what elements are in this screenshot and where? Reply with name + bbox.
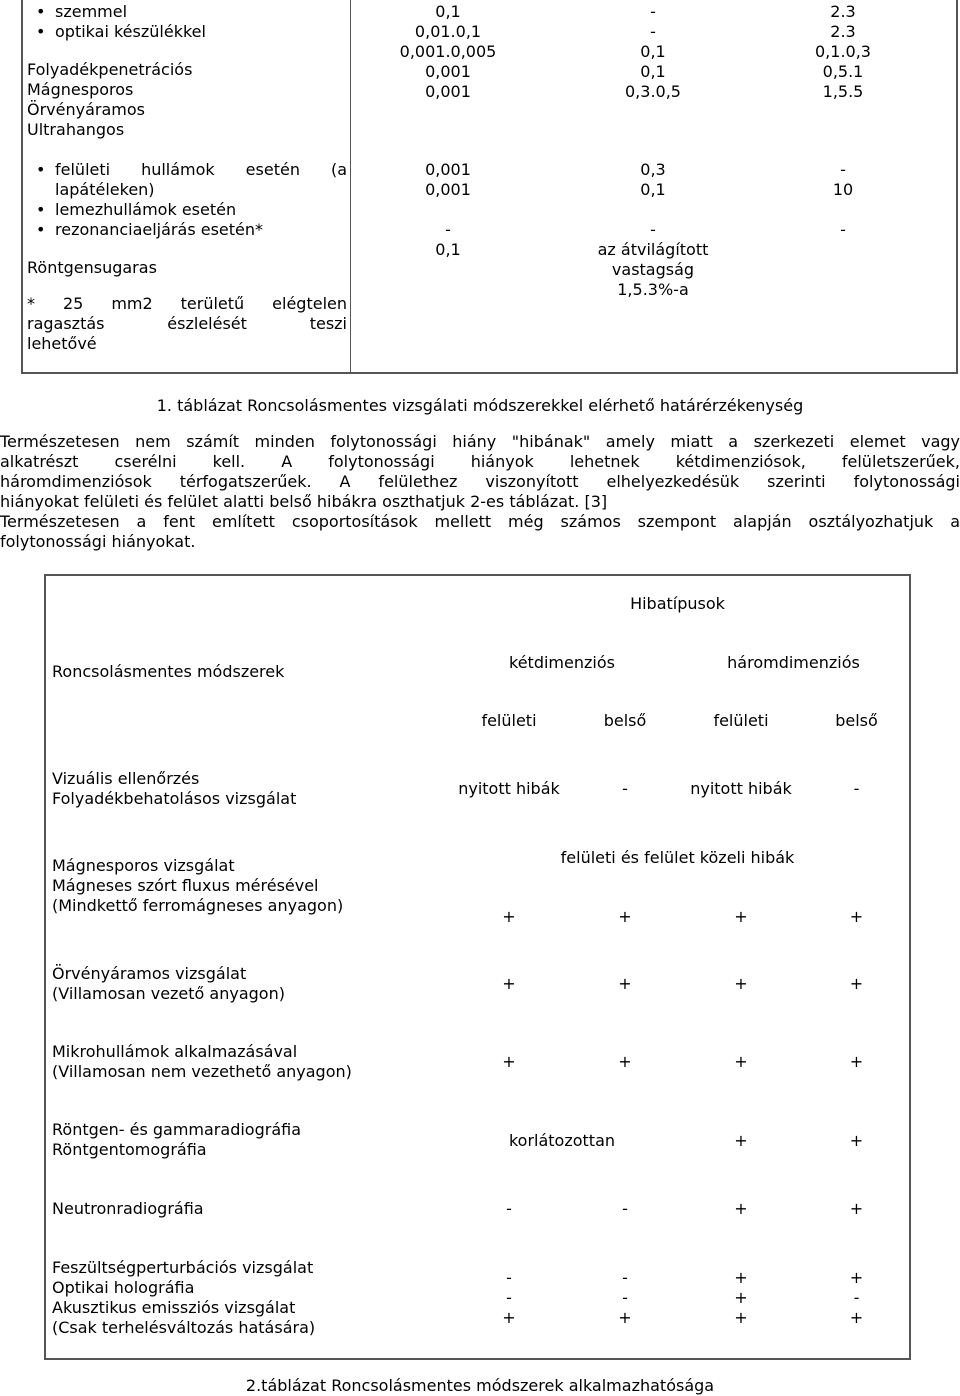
value-cell: +: [734, 974, 748, 993]
value-cell: +: [849, 974, 864, 993]
sensitivity-col-a: [383, 2, 513, 102]
value-cell: +: [618, 907, 632, 926]
note-line: ragasztás észlelését teszi: [27, 314, 347, 333]
value-cell: +: [502, 974, 516, 993]
span-cell: korlátozottan: [508, 1131, 616, 1150]
value: vastagság: [611, 260, 695, 279]
value-cell: -: [622, 1199, 628, 1218]
paragraph-line: Természetesen nem számít minden folytonossági hiány "hibának" amely miatt a szerkezeti elemet vagy: [0, 432, 960, 451]
method-name: Röntgensugaras: [27, 258, 157, 277]
sub-header: belső: [835, 711, 878, 730]
value: 2.3: [830, 22, 856, 41]
method-line: Feszültségperturbációs vizsgálat: [52, 1258, 314, 1277]
value: -: [840, 160, 846, 179]
value: -: [445, 220, 451, 239]
value: 1,5.3%-a: [617, 280, 689, 299]
method-cell: [52, 1120, 301, 1160]
bullet-item: • szemmel: [27, 2, 347, 22]
method-line: Örvényáramos vizsgálat: [52, 964, 247, 983]
value-cell: nyitott hibák: [690, 779, 792, 798]
value: 0,1: [435, 2, 461, 21]
sensitivity-col-c-2: [783, 160, 903, 240]
value-cell: nyitott hibák: [458, 779, 560, 798]
bullet-item: [27, 160, 347, 200]
span-cell: felületi és felület közeli hibák: [560, 848, 795, 867]
method-line: (Villamosan vezető anyagon): [52, 984, 285, 1003]
sensitivity-col-c: [783, 2, 903, 102]
method-line: Mágneses szórt fluxus mérésével: [52, 876, 319, 895]
sub-header: felületi: [481, 711, 537, 730]
value: -: [650, 220, 656, 239]
bullet-item: • lemezhullámok esetén: [27, 200, 347, 220]
value-cell: [572, 1268, 678, 1328]
method-line: (Villamosan nem vezethető anyagon): [52, 1062, 352, 1081]
value: 0,3.0,5: [625, 82, 681, 101]
value: +: [502, 1308, 516, 1327]
value: 0,1: [640, 42, 666, 61]
value-cell: [678, 1268, 804, 1328]
value-cell: -: [853, 779, 860, 798]
sub-header: felületi: [713, 711, 769, 730]
value-cell: +: [618, 1052, 632, 1071]
value: 0,1: [640, 180, 666, 199]
value-cell: +: [734, 1199, 748, 1218]
method-cell: [52, 1199, 204, 1219]
value-cell: -: [622, 779, 628, 798]
value: 0,001: [425, 180, 471, 199]
method-line: Mikrohullámok alkalmazásával: [52, 1042, 298, 1061]
method-name: Örvényáramos: [27, 100, 145, 119]
value-cell: +: [502, 907, 516, 926]
value: 0,01.0,1: [414, 22, 482, 41]
sub-header: belső: [603, 711, 647, 730]
value: -: [506, 1288, 512, 1307]
value: -: [622, 1268, 628, 1287]
value: +: [618, 1308, 632, 1327]
value-cell: +: [849, 1131, 864, 1150]
value: -: [622, 1288, 628, 1307]
method-line: Optikai holográfia: [52, 1278, 195, 1297]
method-line: Mágnesporos vizsgálat: [52, 856, 235, 875]
method-name: Mágnesporos: [27, 80, 134, 99]
method-line: Röntgentomográfia: [52, 1140, 207, 1159]
methods-block-1: [27, 2, 347, 140]
value: 2.3: [830, 2, 856, 21]
methods-block-2: [27, 160, 347, 354]
value-cell: +: [849, 907, 864, 926]
method-line: Akusztikus emissziós vizsgálat: [52, 1298, 296, 1317]
value-cell: +: [734, 1131, 748, 1150]
paragraph-line: háromdimenziósok térfogatszerűek. A felülethez viszonyított elhelyezkedésük szerinti folytonossági: [0, 472, 960, 491]
value: 0,5.1: [822, 62, 864, 81]
value: -: [506, 1268, 512, 1287]
value: 0,3: [640, 160, 666, 179]
method-cell: [52, 1258, 315, 1338]
method-cell: [52, 769, 296, 809]
paragraph-line: alkatrészt cserélni kell. A folytonossági hiányok lehetnek kétdimenziósok, felületszerűek,: [0, 452, 960, 471]
method-line: Folyadékbehatolásos vizsgálat: [52, 789, 297, 808]
bullet-text-line: lapátéleken): [55, 180, 155, 199]
bullet-text-line: • felületi hullámok esetén (a: [55, 160, 347, 179]
method-name: Ultrahangos: [27, 120, 125, 139]
note-line: lehetővé: [27, 334, 97, 353]
value-cell: +: [734, 907, 748, 926]
value: +: [734, 1268, 748, 1287]
method-cell: [52, 1042, 352, 1082]
applicability-table: [44, 574, 911, 1360]
value: 10: [832, 180, 854, 199]
value: -: [650, 2, 656, 21]
method-line: Vizuális ellenőrzés: [52, 769, 200, 788]
value: +: [734, 1308, 748, 1327]
value: +: [849, 1268, 864, 1287]
table-2-caption: 2.táblázat Roncsolásmentes módszerek alkalmazhatósága: [245, 1376, 715, 1395]
value-cell: +: [734, 1052, 748, 1071]
bullet-item: • optikai készülékkel: [27, 22, 347, 42]
method-line: Neutronradiográfia: [52, 1199, 204, 1218]
method-line: (Mindkettő ferromágneses anyagon): [52, 896, 344, 915]
sensitivity-table: [21, 0, 958, 374]
value: 0,1.0,3: [815, 42, 871, 61]
sensitivity-col-a-2: [383, 160, 513, 260]
header-3d: háromdimenziós: [727, 653, 860, 672]
header-methods: Roncsolásmentes módszerek: [52, 662, 285, 681]
paragraph-line: folytonossági hiányokat.: [0, 532, 196, 551]
value-cell: [804, 1268, 909, 1328]
method-cell: [52, 856, 343, 916]
method-name: Folyadékpenetrációs: [27, 60, 193, 79]
method-line: (Csak terhelésváltozás hatására): [52, 1318, 316, 1337]
paragraph-line: Természetesen a fent említett csoportosítások mellett még számos szempont alapján osztályozhatjuk a: [0, 512, 960, 531]
value-cell: +: [849, 1199, 864, 1218]
value-cell: +: [502, 1052, 516, 1071]
value: -: [840, 220, 846, 239]
value: -: [853, 1288, 860, 1307]
value-cell: +: [618, 974, 632, 993]
sensitivity-col-b: [588, 2, 718, 102]
value: 0,1: [435, 240, 461, 259]
method-line: Röntgen- és gammaradiográfia: [52, 1120, 301, 1139]
method-cell: [52, 964, 285, 1004]
note-line: * 25 mm2 területű elégtelen: [27, 294, 347, 313]
paragraph-line: hiányokat felületi és felület alatti belső hibákra oszthatjuk 2-es táblázat. [3]: [0, 492, 608, 511]
value-cell: [446, 1268, 572, 1328]
header-2d: kétdimenziós: [509, 653, 615, 672]
value-cell: +: [849, 1052, 864, 1071]
header-hibatipusok: Hibatípusok: [630, 594, 725, 613]
value: 0,001: [425, 82, 471, 101]
value: 0,1: [640, 62, 666, 81]
bullet-item: • rezonanciaeljárás esetén*: [27, 220, 347, 240]
sensitivity-col-b-2: [578, 160, 728, 300]
value: 1,5.5: [822, 82, 864, 101]
value: -: [650, 22, 656, 41]
value: az átvilágított: [597, 240, 709, 259]
value-cell: -: [506, 1199, 512, 1218]
value: 0,001: [425, 160, 471, 179]
table-1-caption: 1. táblázat Roncsolásmentes vizsgálati módszerekkel elérhető határérzékenység: [156, 396, 804, 415]
value: +: [734, 1288, 748, 1307]
value: +: [849, 1308, 864, 1327]
value: 0,001: [425, 62, 471, 81]
body-paragraph: [0, 432, 960, 552]
value: 0,001.0,005: [399, 42, 497, 61]
